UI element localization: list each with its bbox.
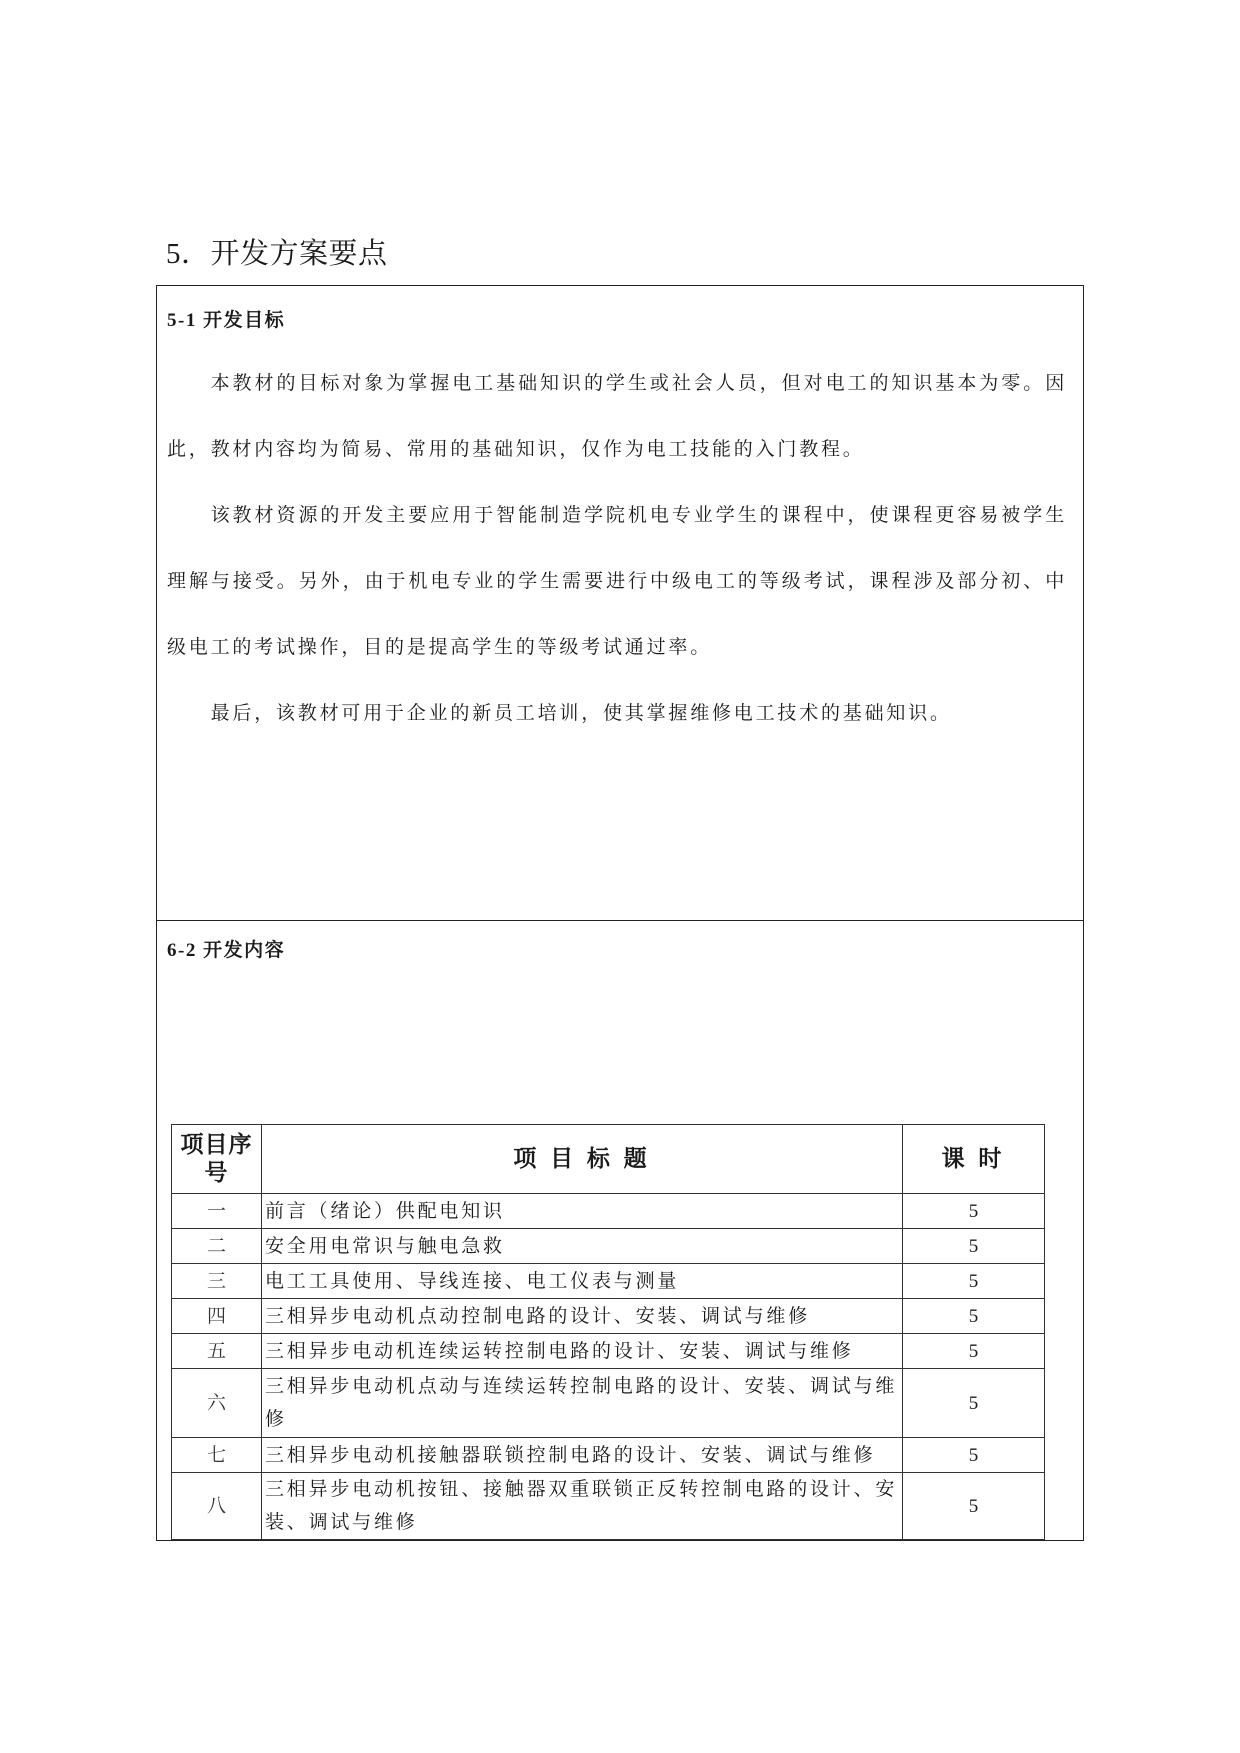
table-row [172, 1229, 1045, 1264]
goals-title: 5-1 开发目标 [167, 310, 286, 331]
table-header-row [172, 1125, 1045, 1194]
header-project-number: 项目序号 [172, 1125, 262, 1194]
table-row [172, 1438, 1045, 1473]
table-row [172, 1334, 1045, 1369]
project-number-cell: 四 [172, 1299, 262, 1334]
table-row [172, 1194, 1045, 1229]
project-title-cell: 三相异步电动机按钮、接触器双重联锁正反转控制电路的设计、安装、调试与维修 [262, 1473, 903, 1540]
project-title-cell: 三相异步电动机点动与连续运转控制电路的设计、安装、调试与维修 [262, 1369, 903, 1438]
page-heading: 5．开发方案要点 [166, 238, 388, 270]
header-project-title: 项 目 标 题 [262, 1125, 903, 1194]
class-hours-cell: 5 [903, 1369, 1045, 1438]
project-title-cell: 三相异步电动机连续运转控制电路的设计、安装、调试与维修 [262, 1334, 903, 1369]
project-number-cell: 一 [172, 1194, 262, 1229]
table-row [172, 1264, 1045, 1299]
class-hours-cell: 5 [903, 1438, 1045, 1473]
project-number-cell: 三 [172, 1264, 262, 1299]
project-title-cell: 三相异步电动机点动控制电路的设计、安装、调试与维修 [262, 1299, 903, 1334]
goals-paragraph: 最后，该教材可用于企业的新员工培训，使其掌握维修电工技术的基础知识。 [210, 703, 952, 724]
goals-paragraph: 本教材的目标对象为掌握电工基础知识的学生或社会人员，但对电工的知识基本为零。因此，教材内容均为简易、常用的基础知识，仅作为电工技能的入门教程。 [167, 373, 1067, 460]
class-hours-cell: 5 [903, 1334, 1045, 1369]
table-row [172, 1299, 1045, 1334]
class-hours-cell: 5 [903, 1229, 1045, 1264]
project-title-cell: 三相异步电动机接触器联锁控制电路的设计、安装、调试与维修 [262, 1438, 903, 1473]
project-title-cell: 安全用电常识与触电急救 [262, 1229, 903, 1264]
project-number-cell: 七 [172, 1438, 262, 1473]
project-number-cell: 六 [172, 1369, 262, 1438]
project-title-cell: 前言（绪论）供配电知识 [262, 1194, 903, 1229]
project-number-cell: 二 [172, 1229, 262, 1264]
class-hours-cell: 5 [903, 1264, 1045, 1299]
class-hours-cell: 5 [903, 1473, 1045, 1540]
project-title-cell: 电工工具使用、导线连接、电工仪表与测量 [262, 1264, 903, 1299]
table-row [172, 1473, 1045, 1540]
goals-body [167, 351, 1067, 747]
class-hours-cell: 5 [903, 1299, 1045, 1334]
content-section [157, 921, 1083, 1540]
class-hours-cell: 5 [903, 1194, 1045, 1229]
header-class-hours: 课 时 [903, 1125, 1045, 1194]
goals-section [157, 286, 1083, 921]
project-number-cell: 八 [172, 1473, 262, 1540]
project-number-cell: 五 [172, 1334, 262, 1369]
course-table [171, 1124, 1045, 1540]
content-title: 6-2 开发内容 [167, 940, 286, 961]
table-row [172, 1369, 1045, 1438]
plan-box [156, 285, 1084, 1541]
goals-paragraph: 该教材资源的开发主要应用于智能制造学院机电专业学生的课程中，使课程更容易被学生理解与接受。另外，由于机电专业的学生需要进行中级电工的等级考试，课程涉及部分初、中级电工的考试操作，目的是提高学生的等级考试通过率。 [167, 505, 1067, 658]
